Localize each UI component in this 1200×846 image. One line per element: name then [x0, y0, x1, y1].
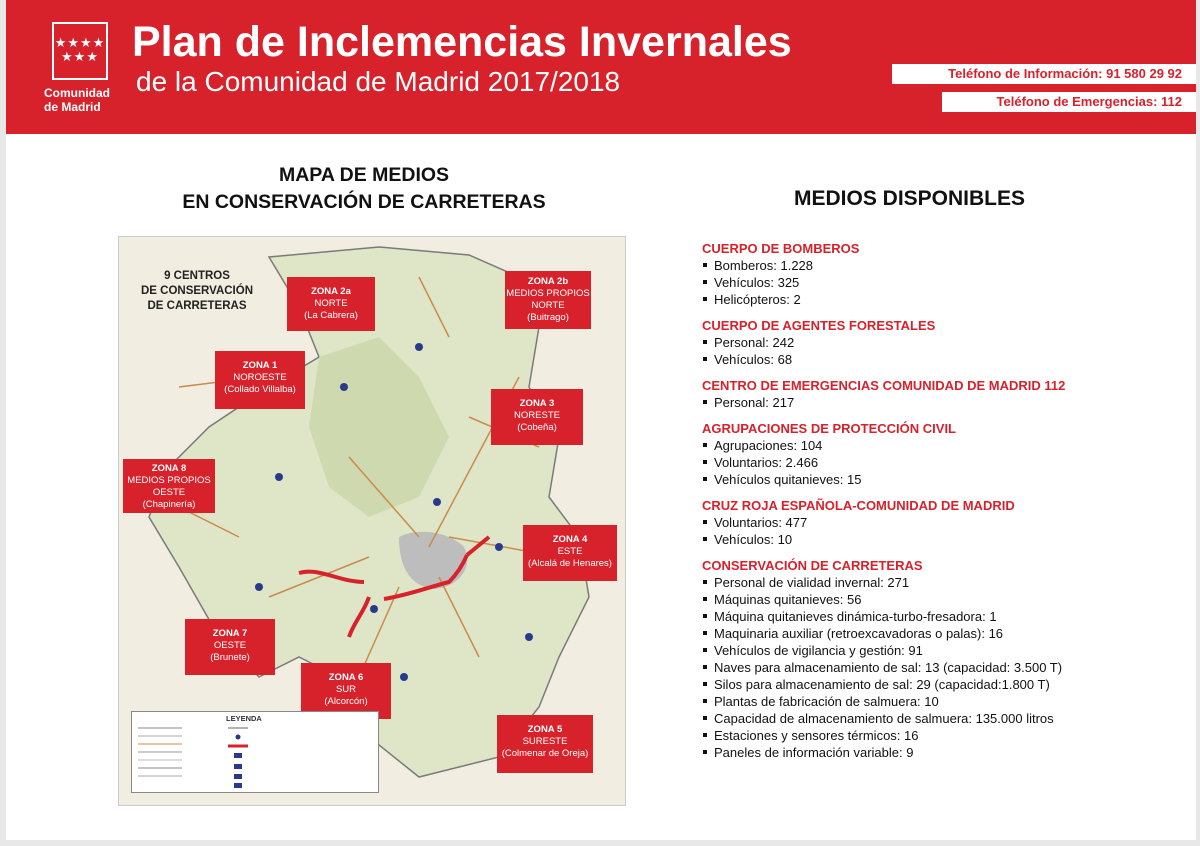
list-item: Vehículos quitanieves: 15: [702, 471, 1182, 488]
medios-section: [702, 317, 1182, 368]
emergency-phone: Teléfono de Emergencias: 112: [942, 92, 1196, 112]
list-item: Maquinaria auxiliar (retroexcavadoras o palas): 16: [702, 625, 1182, 642]
star-flag-icon: [52, 22, 108, 80]
list-item: Máquina quitanieves dinámica-turbo-fresadora: 1: [702, 608, 1182, 625]
page-title: Plan de Inclemencias Invernales: [132, 18, 792, 66]
list-item: Vehículos: 68: [702, 351, 1182, 368]
list-item: Plantas de fabricación de salmuera: 10: [702, 693, 1182, 710]
zone-2b-label: ZONA 2b MEDIOS PROPIOS NORTE (Buitrago): [505, 271, 591, 329]
medios-section: [702, 497, 1182, 548]
logo-stars: ★★★★ ★★★: [54, 35, 106, 64]
header-banner: [6, 0, 1196, 134]
medios-section: [702, 377, 1182, 411]
logo-text: Comunidad de Madrid: [44, 86, 110, 114]
zone-5-label: ZONA 5 SURESTE (Colmenar de Oreja): [497, 715, 593, 773]
list-item: Silos para almacenamiento de sal: 29 (capacidad:1.800 T): [702, 676, 1182, 693]
zone-6-label: ZONA 6 SUR (Alcorcón): [301, 663, 391, 719]
list-item: Naves para almacenamiento de sal: 13 (capacidad: 3.500 T): [702, 659, 1182, 676]
list-item: Máquinas quitanieves: 56: [702, 591, 1182, 608]
section-title: CUERPO DE AGENTES FORESTALES: [702, 318, 936, 333]
section-title: CRUZ ROJA ESPAÑOLA-COMUNIDAD DE MADRID: [702, 498, 1015, 513]
map-legend: LEYENDA: [131, 711, 379, 793]
road-conservation-map: [118, 236, 626, 806]
centros-label: 9 CENTROS DE CONSERVACIÓN DE CARRETERAS: [140, 270, 254, 312]
medios-section: [702, 240, 1182, 308]
medios-title: MEDIOS DISPONIBLES: [793, 187, 1026, 210]
zone-3-label: ZONA 3 NORESTE (Cobeña): [491, 389, 583, 445]
page: [6, 0, 1196, 840]
zone-7-label: ZONA 7 OESTE (Brunete): [185, 619, 275, 675]
list-item: Personal: 217: [702, 394, 1182, 411]
comunidad-de-madrid-logo: [44, 22, 114, 122]
medios-sections: [702, 240, 1182, 770]
list-item: Paneles de información variable: 9: [702, 744, 1182, 761]
list-item: Helicópteros: 2: [702, 291, 1182, 308]
list-item: Vehículos: 10: [702, 531, 1182, 548]
medios-section: [702, 557, 1182, 761]
list-item: Agrupaciones: 104: [702, 437, 1182, 454]
section-title: AGRUPACIONES DE PROTECCIÓN CIVIL: [702, 421, 957, 436]
list-item: Vehículos: 325: [702, 274, 1182, 291]
legend-symbols: [132, 712, 378, 792]
list-item: Bomberos: 1.228: [702, 257, 1182, 274]
medios-section: [702, 420, 1182, 488]
list-item: Vehículos de vigilancia y gestión: 91: [702, 642, 1182, 659]
list-item: Capacidad de almacenamiento de salmuera: 135.000 litros: [702, 710, 1182, 727]
section-title: CENTRO DE EMERGENCIAS COMUNIDAD DE MADRID 112: [702, 378, 1066, 393]
page-subtitle: de la Comunidad de Madrid 2017/2018: [136, 66, 621, 97]
section-title: CUERPO DE BOMBEROS: [702, 241, 860, 256]
zone-4-label: ZONA 4 ESTE (Alcalá de Henares): [523, 525, 617, 581]
zone-8-label: ZONA 8 MEDIOS PROPIOS OESTE (Chapinería): [123, 459, 215, 513]
zone-1-label: ZONA 1 NOROESTE (Collado Villalba): [215, 351, 305, 409]
list-item: Voluntarios: 2.466: [702, 454, 1182, 471]
list-item: Personal de vialidad invernal: 271: [702, 574, 1182, 591]
list-item: Estaciones y sensores térmicos: 16: [702, 727, 1182, 744]
info-phone: Teléfono de Información: 91 580 29 92: [892, 64, 1196, 84]
map-title: MAPA DE MEDIOS EN CONSERVACIÓN DE CARRETERAS: [182, 164, 546, 213]
section-title: CONSERVACIÓN DE CARRETERAS: [702, 558, 923, 573]
zone-2a-label: ZONA 2a NORTE (La Cabrera): [287, 277, 375, 331]
list-item: Personal: 242: [702, 334, 1182, 351]
list-item: Voluntarios: 477: [702, 514, 1182, 531]
